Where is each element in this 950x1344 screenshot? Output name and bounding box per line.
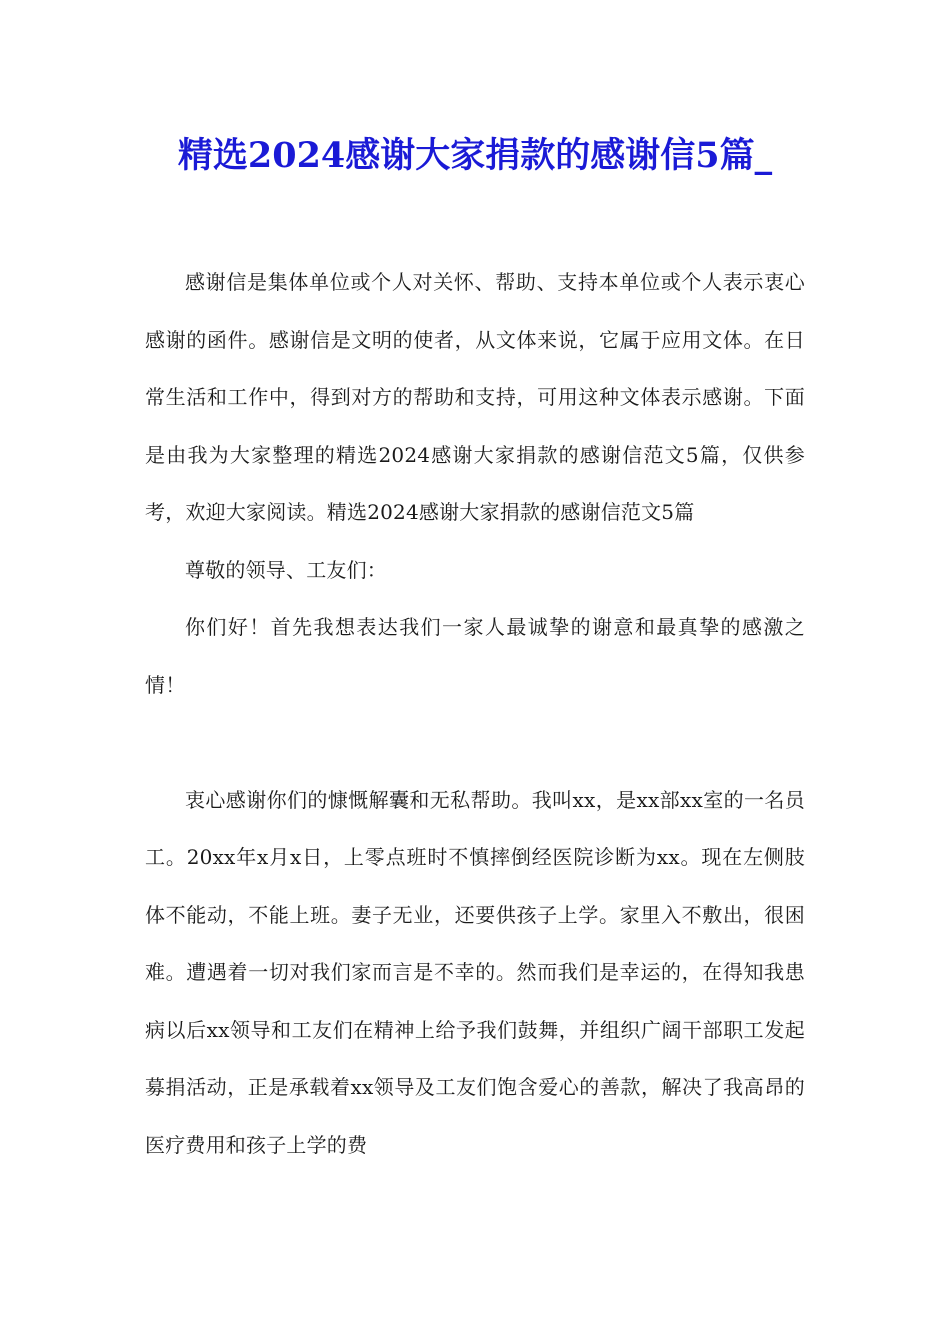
salutation-paragraph: 尊敬的领导、工友们： [185,557,387,582]
document-title: 精选2024感谢大家捐款的感谢信5篇_ [177,135,773,176]
document-body [145,254,805,1174]
blank-line [145,714,805,772]
intro-paragraph: 感谢信是集体单位或个人对关怀、帮助、支持本单位或个人表示衷心感谢的函件。感谢信是文明的使者，从文体来说，它属于应用文体。在日常生活和工作中，得到对方的帮助和支持，可用这种文体表示感谢。下面是由我为大家整理的精选2024感谢大家捐款的感谢信范文5篇，仅供参考，欢迎大家阅读。精选2024感谢大家捐款的感谢信范文5篇 [145,270,805,524]
greeting-paragraph: 你们好！首先我想表达我们一家人最诚挚的谢意和最真挚的感激之情！ [145,615,805,697]
body-paragraph: 衷心感谢你们的慷慨解囊和无私帮助。我叫xx，是xx部xx室的一名员工。20xx年x月x日，上零点班时不慎摔倒经医院诊断为xx。现在左侧肢体不能动，不能上班。妻子无业，还要供孩子上学。家里入不敷出，很困难。遭遇着一切对我们家而言是不幸的。然而我们是幸运的，在得知我患病以后xx领导和工友们在精神上给予我们鼓舞，并组织广阔干部职工发起募捐活动，正是承载着xx领导及工友们饱含爱心的善款，解决了我高昂的医疗费用和孩子上学的费 [145,787,805,1157]
